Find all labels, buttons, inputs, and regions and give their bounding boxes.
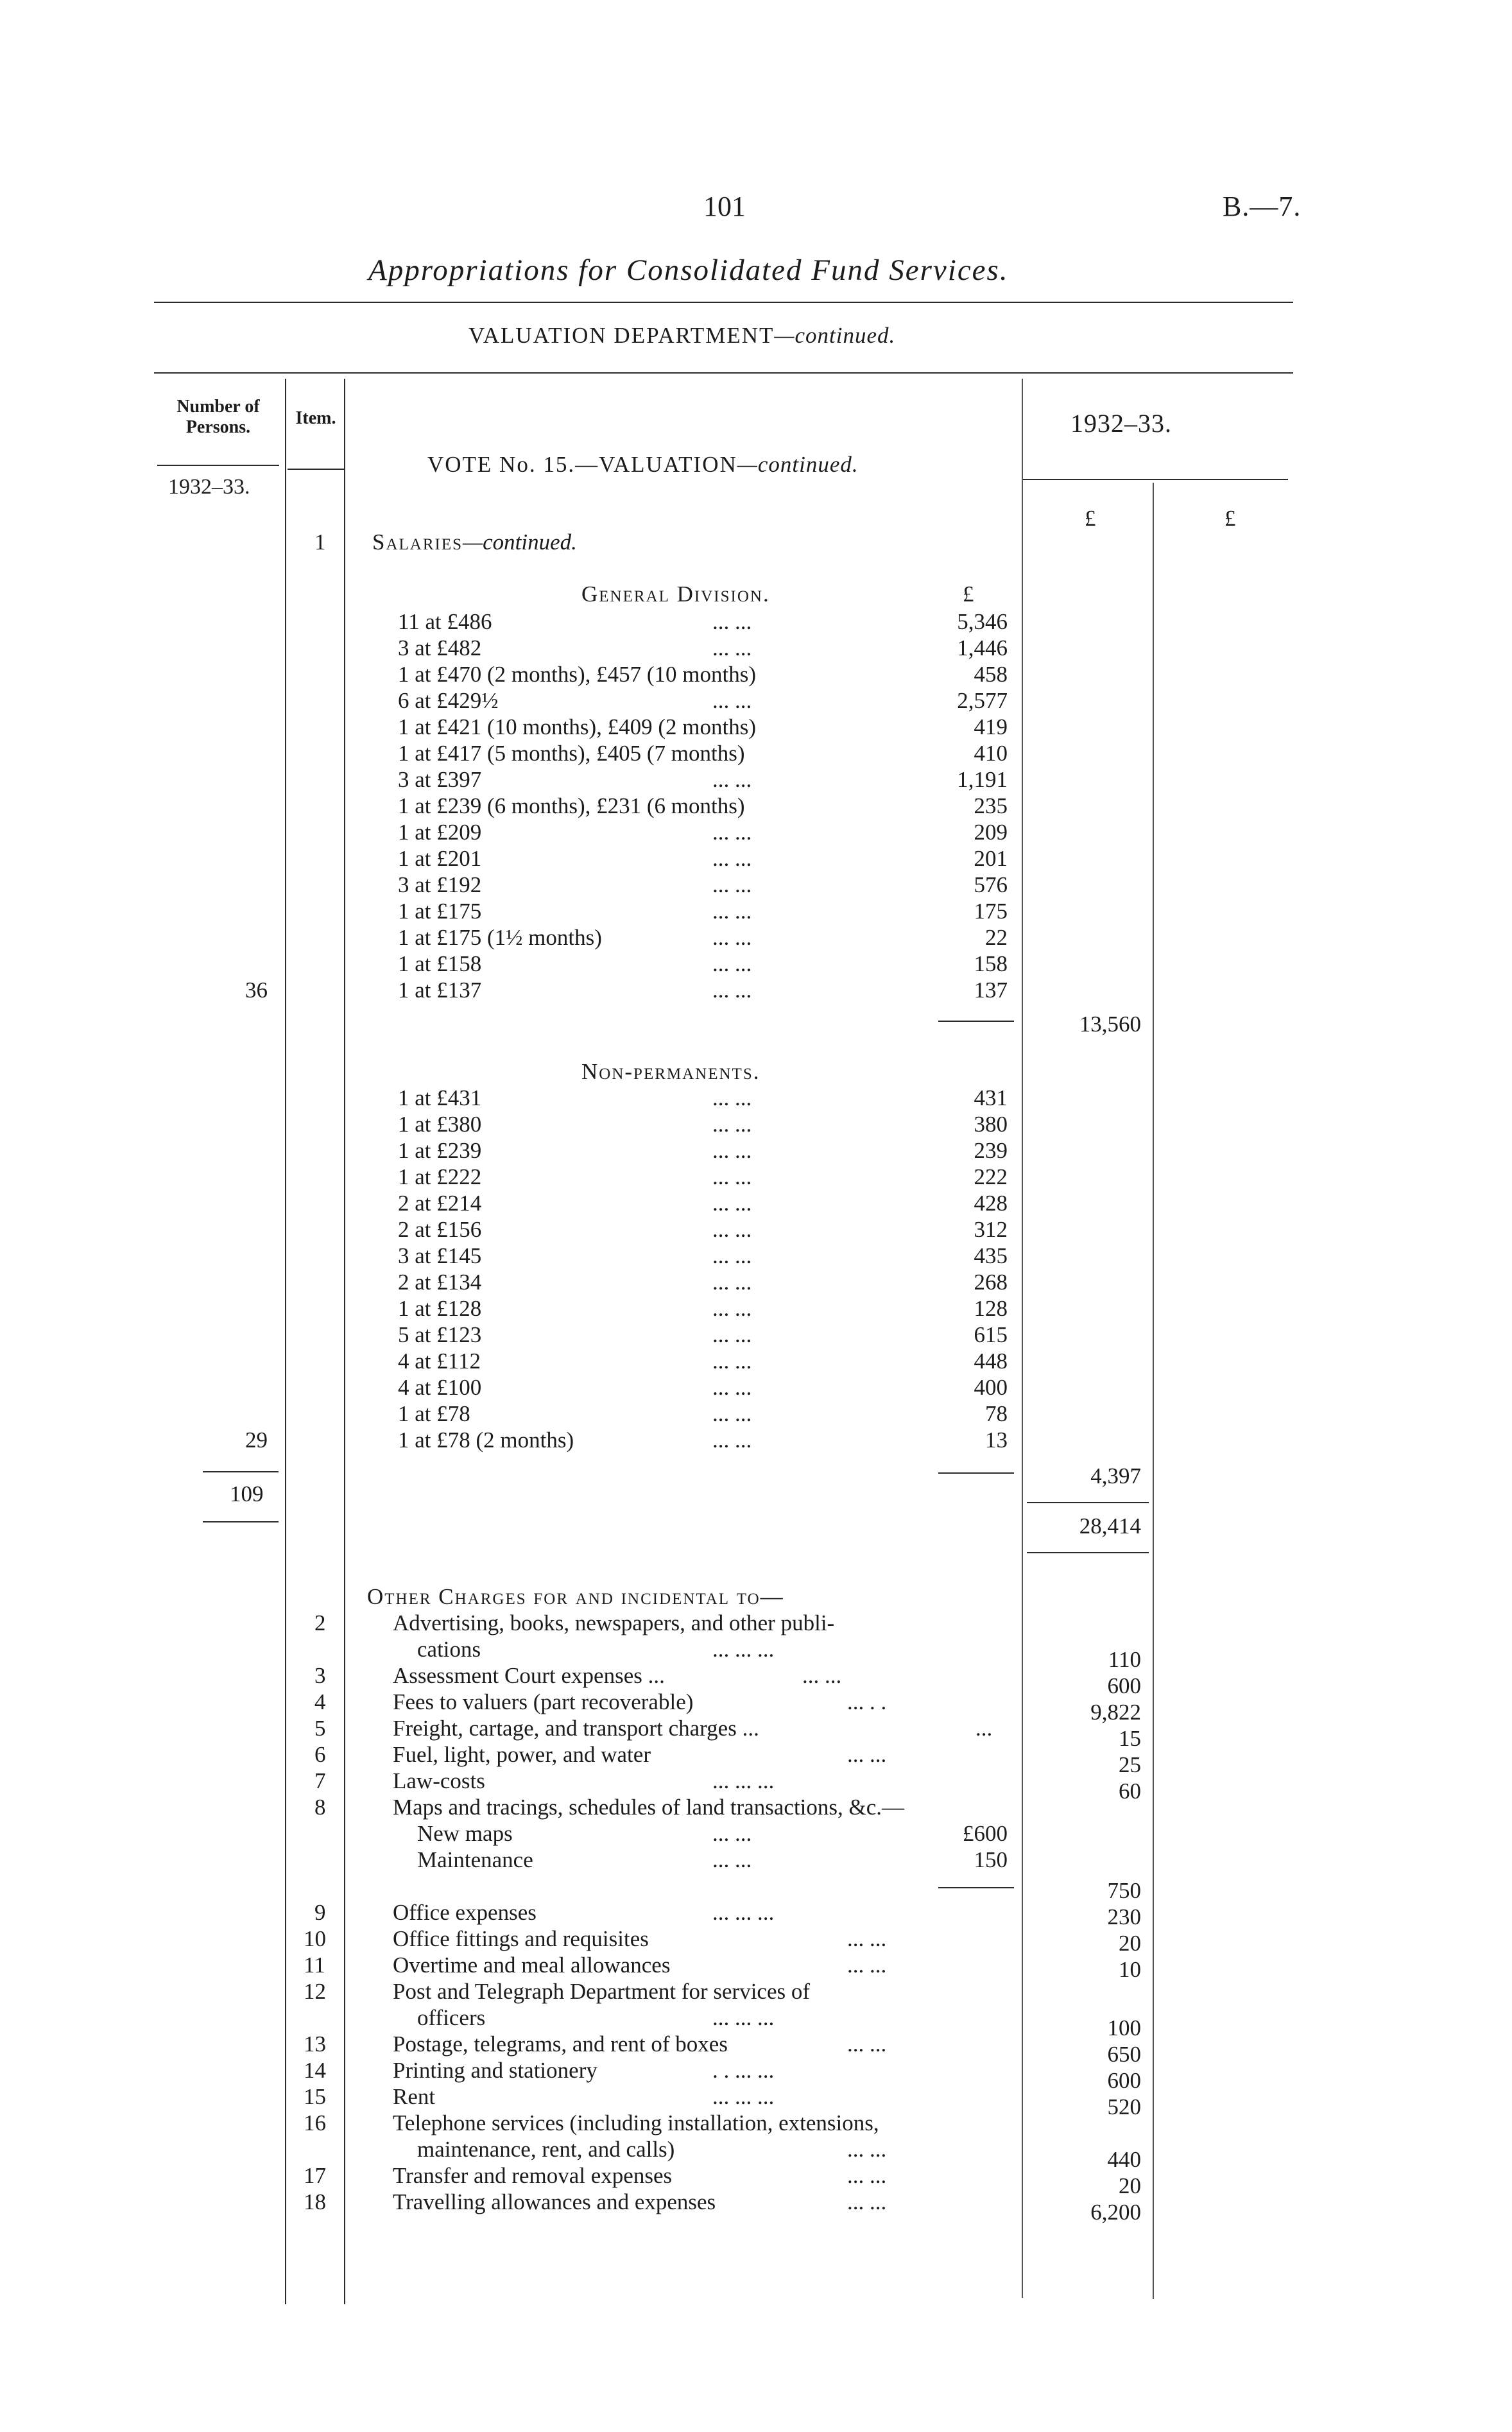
oc-item-8-sub-1-dots: ... ... (712, 1821, 752, 1846)
oc-item-12-dots: ... ... ... (712, 2005, 775, 2030)
oc-item-9-dots: ... ... ... (712, 1900, 775, 1925)
persons-total-bottom-rule (203, 1521, 279, 1522)
item-text-divider (344, 379, 345, 2304)
grand-total-bottom-rule (1027, 1552, 1149, 1553)
oc-item-17-desc: Transfer and removal expenses (393, 2163, 673, 2188)
gd-row-10-amount: 201 (974, 846, 1008, 871)
gd-row-3-desc: 1 at £470 (2 months), £457 (10 months) (398, 662, 757, 687)
gd-row-2-amount: 1,446 (957, 635, 1008, 660)
np-row-4-desc: 1 at £222 (398, 1164, 482, 1189)
oc-item-9-amount: 230 (1107, 1904, 1141, 1929)
amount-year-heading: 1932–33. (1070, 409, 1172, 438)
oc-item-15-dots: ... ... ... (712, 2084, 775, 2109)
oc-item-2-amount: 110 (1108, 1647, 1141, 1672)
oc-item-8-desc: Maps and tracings, schedules of land transactions, &c.— (393, 1795, 905, 1820)
oc-item-8-sub-1-desc: New maps (417, 1821, 513, 1846)
gd-row-5-amount: 419 (974, 714, 1008, 739)
oc-item-12-line-2: officers (417, 2005, 486, 2030)
persons-total-top-rule (203, 1471, 279, 1472)
np-row-11-desc: 4 at £112 (398, 1349, 481, 1374)
gd-row-13-amount: 22 (985, 925, 1008, 950)
gd-row-6-amount: 410 (974, 741, 1008, 766)
np-row-1-dots: ... ... (712, 1085, 752, 1110)
np-row-6-amount: 312 (974, 1217, 1008, 1242)
table-top-rule (154, 372, 1293, 374)
oc-item-14-dots: . . ... ... (712, 2058, 775, 2083)
department-suffix: —continued. (774, 323, 896, 348)
amount-subcolumn-divider (1153, 483, 1154, 2299)
page-number: 101 (703, 191, 746, 222)
other-charges-heading: Other Charges for and incidental to— (367, 1584, 784, 1609)
oc-item-8-sub-2-amount: 150 (974, 1847, 1008, 1872)
np-row-7-amount: 435 (974, 1243, 1008, 1268)
np-row-9-amount: 128 (974, 1296, 1008, 1321)
gd-row-5-desc: 1 at £421 (10 months), £409 (2 months) (398, 714, 757, 739)
oc-item-3-dots: ... ... (802, 1663, 842, 1688)
np-row-5-desc: 2 at £214 (398, 1191, 482, 1216)
oc-item-6-number: 6 (314, 1742, 326, 1767)
oc-item-4-number: 4 (314, 1689, 326, 1714)
oc-item-14-amount: 600 (1107, 2068, 1141, 2093)
oc-item-8-sub-2-dots: ... ... (712, 1847, 752, 1872)
oc-item-6-desc: Fuel, light, power, and water (393, 1742, 651, 1767)
np-row-13-desc: 1 at £78 (398, 1401, 470, 1426)
gd-row-2-dots: ... ... (712, 635, 752, 660)
general-division-heading: General Division. (581, 582, 770, 607)
np-row-3-amount: 239 (974, 1138, 1008, 1163)
oc-item-2-line-1: Advertising, books, newspapers, and other publi- (393, 1610, 835, 1635)
persons-year-label: 1932–33. (168, 475, 250, 499)
np-row-2-desc: 1 at £380 (398, 1112, 482, 1137)
gd-row-12-amount: 175 (974, 899, 1008, 924)
salaries-heading-label: Salaries (372, 530, 463, 555)
np-row-3-dots: ... ... (712, 1138, 752, 1163)
gd-row-9-desc: 1 at £209 (398, 820, 482, 845)
oc-item-11-dots: ... ... (847, 1953, 887, 1978)
oc-item-3-amount: 600 (1107, 1673, 1141, 1698)
gd-row-12-desc: 1 at £175 (398, 899, 482, 924)
pound-sign-total-column: £ (1224, 506, 1236, 531)
oc-item-6-dots: ... ... (847, 1742, 887, 1767)
oc-item-8-sub-2-desc: Maintenance (417, 1847, 533, 1872)
np-row-9-desc: 1 at £128 (398, 1296, 482, 1321)
gd-row-9-dots: ... ... (712, 820, 752, 845)
oc-item-16-amount: 440 (1107, 2147, 1141, 2172)
np-row-7-desc: 3 at £145 (398, 1243, 482, 1268)
persons-total: 109 (230, 1481, 264, 1506)
np-row-7-dots: ... ... (712, 1243, 752, 1268)
general-division-pound-sign: £ (963, 582, 974, 607)
oc-item-18-amount: 6,200 (1090, 2200, 1141, 2225)
np-row-1-desc: 1 at £431 (398, 1085, 482, 1110)
gd-row-1-dots: ... ... (712, 609, 752, 634)
oc-item-11-desc: Overtime and meal allowances (393, 1953, 671, 1978)
gd-row-8-amount: 235 (974, 793, 1008, 818)
oc-item-13-desc: Postage, telegrams, and rent of boxes (393, 2031, 728, 2057)
gd-row-10-dots: ... ... (712, 846, 752, 871)
np-row-11-amount: 448 (974, 1349, 1008, 1374)
np-total: 4,397 (1090, 1463, 1141, 1488)
np-row-8-amount: 268 (974, 1270, 1008, 1295)
gd-row-8-desc: 1 at £239 (6 months), £231 (6 months) (398, 793, 745, 818)
gd-row-1-amount: 5,346 (957, 609, 1008, 634)
persons-item-divider (285, 379, 286, 2304)
gd-row-2-desc: 3 at £482 (398, 635, 482, 660)
gd-row-14-dots: ... ... (712, 951, 752, 976)
oc-item-4-desc: Fees to valuers (part recoverable) (393, 1689, 694, 1714)
gd-subtotal-rule (938, 1021, 1014, 1022)
np-row-13-dots: ... ... (712, 1401, 752, 1426)
gd-row-7-dots: ... ... (712, 767, 752, 792)
oc-item-3-desc: Assessment Court expenses ... (393, 1663, 665, 1688)
oc-item-16-dots: ... ... (847, 2137, 887, 2162)
oc-item-2-number: 2 (314, 1610, 326, 1635)
np-persons-count: 29 (245, 1427, 268, 1453)
oc-item-8-number: 8 (314, 1795, 326, 1820)
gd-row-7-amount: 1,191 (957, 767, 1008, 792)
vote-title (427, 453, 859, 476)
oc-item-3-number: 3 (314, 1663, 326, 1688)
persons-column-heading: Number of Persons. (176, 397, 260, 438)
np-row-5-amount: 428 (974, 1191, 1008, 1216)
np-row-6-dots: ... ... (712, 1217, 752, 1242)
gd-row-11-dots: ... ... (712, 872, 752, 897)
oc-item-5-amount: 15 (1119, 1726, 1141, 1751)
persons-heading-rule (157, 465, 279, 466)
oc-item-17-dots: ... ... (847, 2163, 887, 2188)
np-row-8-desc: 2 at £134 (398, 1270, 482, 1295)
gd-total: 13,560 (1079, 1012, 1141, 1037)
oc-item-2-line-2: cations (417, 1637, 481, 1662)
gd-row-13-desc: 1 at £175 (1½ months) (398, 925, 602, 950)
np-row-14-desc: 1 at £78 (2 months) (398, 1427, 574, 1453)
gd-row-12-dots: ... ... (712, 899, 752, 924)
oc-item-8-total: 750 (1107, 1878, 1141, 1903)
oc-item-15-number: 15 (304, 2084, 326, 2109)
np-row-9-dots: ... ... (712, 1296, 752, 1321)
item-column-heading: Item. (295, 408, 336, 428)
oc-item-7-desc: Law-costs (393, 1768, 485, 1793)
oc-item-13-number: 13 (304, 2031, 326, 2057)
oc-item-2-dots: ... ... ... (712, 1637, 775, 1662)
document-reference: B.—7. (1223, 191, 1302, 222)
np-row-4-dots: ... ... (712, 1164, 752, 1189)
oc-item-10-amount: 20 (1119, 1931, 1141, 1956)
oc-item-18-desc: Travelling allowances and expenses (393, 2189, 716, 2214)
non-permanents-heading: Non-permanents. (581, 1059, 760, 1084)
oc-item-7-number: 7 (314, 1768, 326, 1793)
oc-item-15-desc: Rent (393, 2084, 436, 2109)
oc-item-17-amount: 20 (1119, 2173, 1141, 2198)
oc-item-7-dots: ... ... ... (712, 1768, 775, 1793)
np-row-14-amount: 13 (985, 1427, 1008, 1453)
oc-item-10-number: 10 (304, 1926, 326, 1951)
department-name: VALUATION DEPARTMENT (468, 323, 775, 348)
oc-item-11-amount: 10 (1119, 1957, 1141, 1982)
np-row-2-dots: ... ... (712, 1112, 752, 1137)
oc-item-4-dots: ... . . (847, 1689, 887, 1714)
gd-row-4-amount: 2,577 (957, 688, 1008, 713)
oc-item-16-number: 16 (304, 2110, 326, 2135)
np-subtotal-rule (938, 1472, 1014, 1474)
gd-row-15-amount: 137 (974, 978, 1008, 1003)
grand-total-top-rule (1027, 1502, 1149, 1503)
np-row-10-desc: 5 at £123 (398, 1322, 482, 1347)
np-row-5-dots: ... ... (712, 1191, 752, 1216)
np-row-3-desc: 1 at £239 (398, 1138, 482, 1163)
vote-title-suffix: —continued. (737, 452, 859, 477)
gd-row-4-dots: ... ... (712, 688, 752, 713)
oc-item-13-dots: ... ... (847, 2031, 887, 2057)
oc-item-6-amount: 25 (1119, 1752, 1141, 1777)
np-row-10-amount: 615 (974, 1322, 1008, 1347)
np-row-12-desc: 4 at £100 (398, 1375, 482, 1400)
gd-row-9-amount: 209 (974, 820, 1008, 845)
gd-row-10-desc: 1 at £201 (398, 846, 482, 871)
salaries-item-number: 1 (314, 530, 326, 555)
oc-item-18-dots: ... ... (847, 2189, 887, 2214)
np-row-8-dots: ... ... (712, 1270, 752, 1295)
np-row-1-amount: 431 (974, 1085, 1008, 1110)
page-title: Appropriations for Consolidated Fund Services. (368, 254, 1009, 287)
salaries-heading-suffix: —continued. (463, 530, 577, 555)
np-row-11-dots: ... ... (712, 1349, 752, 1374)
np-row-6-desc: 2 at £156 (398, 1217, 482, 1242)
np-row-12-amount: 400 (974, 1375, 1008, 1400)
oc-item-14-desc: Printing and stationery (393, 2058, 597, 2083)
gd-row-1-desc: 11 at £486 (398, 609, 492, 634)
gd-row-14-desc: 1 at £158 (398, 951, 482, 976)
text-amount-divider (1022, 379, 1023, 2298)
item-heading-rule (288, 469, 344, 470)
amount-heading-rule (1022, 479, 1288, 480)
vote-title-main: VOTE No. 15.—VALUATION (427, 452, 737, 477)
gd-row-15-desc: 1 at £137 (398, 978, 482, 1003)
oc-item-17-number: 17 (304, 2163, 326, 2188)
gd-row-15-dots: ... ... (712, 978, 752, 1003)
gd-row-11-amount: 576 (974, 872, 1008, 897)
oc-item-16-line-2: maintenance, rent, and calls) (417, 2137, 675, 2162)
oc-item-12-amount: 100 (1107, 2015, 1141, 2040)
oc-item-5-desc: Freight, cartage, and transport charges ... (393, 1716, 759, 1741)
gd-row-14-amount: 158 (974, 951, 1008, 976)
oc-item-11-number: 11 (304, 1953, 325, 1978)
oc-item-14-number: 14 (304, 2058, 326, 2083)
oc-item-5-dots: ... (975, 1716, 993, 1741)
salaries-heading (372, 531, 577, 553)
gd-row-4-desc: 6 at £429½ (398, 688, 499, 713)
oc-item-4-amount: 9,822 (1090, 1700, 1141, 1725)
np-row-2-amount: 380 (974, 1112, 1008, 1137)
oc-item-18-number: 18 (304, 2189, 326, 2214)
oc-item-10-desc: Office fittings and requisites (393, 1926, 649, 1951)
oc-item-12-number: 12 (304, 1979, 326, 2004)
oc-item-7-amount: 60 (1119, 1779, 1141, 1804)
salaries-grand-total: 28,414 (1079, 1514, 1141, 1539)
np-row-13-amount: 78 (985, 1401, 1008, 1426)
oc-item-9-desc: Office expenses (393, 1900, 537, 1925)
oc-item-8-sub-1-amount: £600 (963, 1821, 1008, 1846)
oc-item-12-line-1: Post and Telegraph Department for services of (393, 1979, 811, 2004)
oc-item-16-line-1: Telephone services (including installation, extensions, (393, 2110, 879, 2135)
gd-persons-count: 36 (245, 978, 268, 1003)
gd-row-7-desc: 3 at £397 (398, 767, 482, 792)
oc-item-5-number: 5 (314, 1716, 326, 1741)
np-row-14-dots: ... ... (712, 1427, 752, 1453)
gd-row-6-desc: 1 at £417 (5 months), £405 (7 months) (398, 741, 745, 766)
np-row-12-dots: ... ... (712, 1375, 752, 1400)
department-heading (468, 324, 895, 347)
np-row-10-dots: ... ... (712, 1322, 752, 1347)
np-row-4-amount: 222 (974, 1164, 1008, 1189)
oc-item-10-dots: ... ... (847, 1926, 887, 1951)
oc-item-8-subtotal-rule (938, 1887, 1014, 1888)
title-rule (154, 302, 1293, 303)
oc-item-15-amount: 520 (1107, 2094, 1141, 2119)
oc-item-13-amount: 650 (1107, 2042, 1141, 2067)
gd-row-3-amount: 458 (974, 662, 1008, 687)
pound-sign-subcolumn: £ (1085, 506, 1096, 531)
oc-item-9-number: 9 (314, 1900, 326, 1925)
gd-row-13-dots: ... ... (712, 925, 752, 950)
gd-row-11-desc: 3 at £192 (398, 872, 482, 897)
